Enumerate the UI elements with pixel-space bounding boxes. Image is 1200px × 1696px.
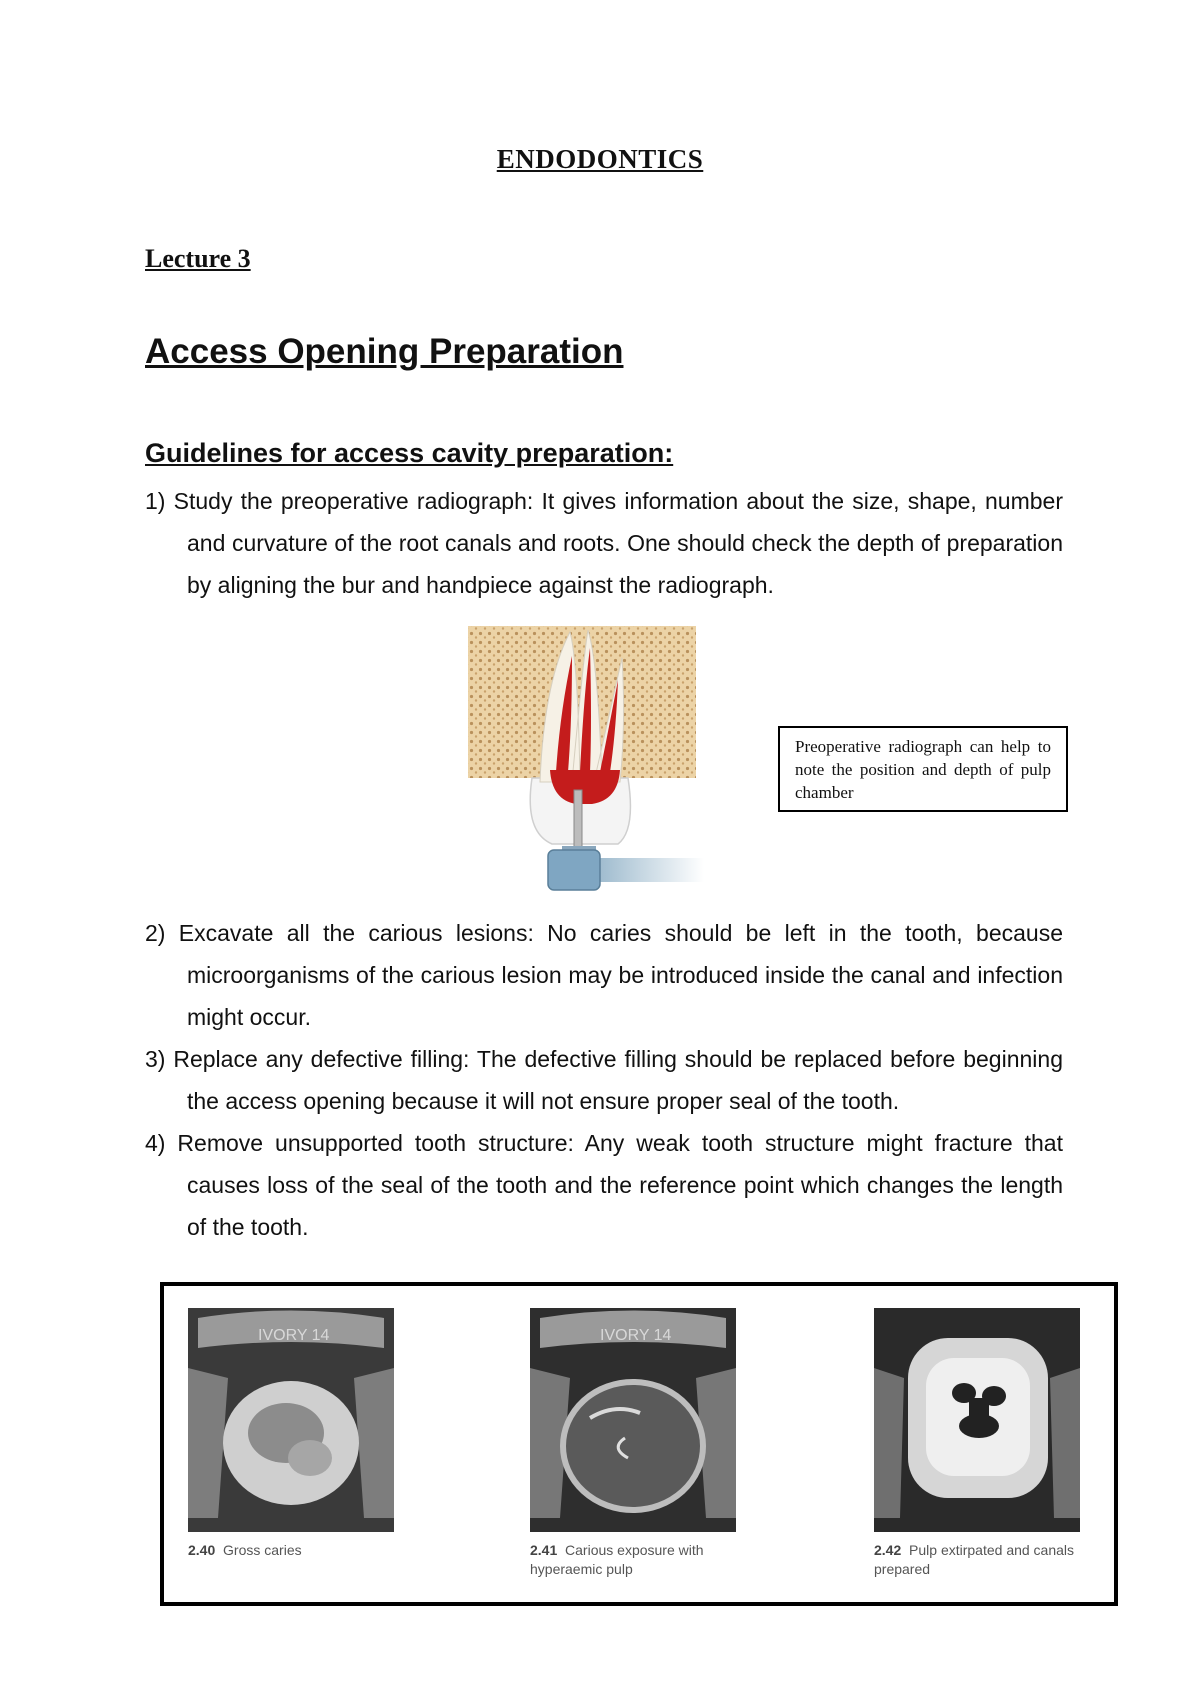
guideline-item-3: 3) Replace any defective filling: The defective filling should be replaced before beginning the access opening because it will not ensure proper seal of the tooth. bbox=[145, 1046, 1063, 1114]
caption-2-40 bbox=[188, 1541, 418, 1560]
caption-2-42 bbox=[874, 1541, 1104, 1579]
caption-2-41 bbox=[530, 1541, 760, 1579]
caption-number: 2.40 bbox=[188, 1542, 216, 1558]
caption-number: 2.41 bbox=[530, 1542, 558, 1558]
handpiece-head bbox=[548, 850, 600, 890]
guideline-item-1: 1) Study the preoperative radiograph: It gives information about the size, shape, number and curvature of the root canals and roots. One should check the depth of preparation by aligning the bur and handpiece against the radiograph. bbox=[145, 488, 1063, 598]
caption-text: Gross caries bbox=[223, 1542, 302, 1558]
photo-pulp-extirpated-svg bbox=[874, 1308, 1080, 1532]
radiograph-callout: Preoperative radiograph can help to note the position and depth of pulp chamber bbox=[778, 726, 1068, 812]
photo-carious-exposure bbox=[530, 1308, 736, 1532]
tooth-illustration-svg bbox=[460, 622, 740, 892]
section-heading: Guidelines for access cavity preparation: bbox=[145, 438, 674, 468]
caption-text: Pulp extirpated and canals prepared bbox=[874, 1542, 1075, 1577]
document-subject: ENDODONTICS bbox=[496, 144, 704, 174]
clamp-label: IVORY 14 bbox=[600, 1327, 672, 1344]
photo-pulp-extirpated bbox=[874, 1308, 1080, 1532]
clinical-photos-frame bbox=[160, 1282, 1118, 1606]
photo-gross-caries-svg bbox=[188, 1308, 394, 1532]
page-title: Access Opening Preparation bbox=[145, 332, 624, 371]
caption-text: Carious exposure with hyperaemic pulp bbox=[530, 1542, 704, 1577]
photo-gross-caries bbox=[188, 1308, 394, 1532]
handpiece-shaft bbox=[594, 858, 704, 882]
guideline-item-4: 4) Remove unsupported tooth structure: Any weak tooth structure might fracture that causes loss of the seal of the tooth and the reference point which changes the length of the tooth. bbox=[145, 1130, 1063, 1240]
caption-number: 2.42 bbox=[874, 1542, 902, 1558]
clamp-label: IVORY 14 bbox=[258, 1327, 330, 1344]
photo-carious-exposure-svg bbox=[530, 1308, 736, 1532]
tooth-handpiece-illustration bbox=[460, 622, 740, 892]
guideline-item-2: 2) Excavate all the carious lesions: No caries should be left in the tooth, because microorganisms of the carious lesion may be introduced inside the canal and infection might occur. bbox=[145, 920, 1063, 1030]
lecture-number: Lecture 3 bbox=[145, 244, 251, 273]
bur bbox=[574, 790, 582, 848]
